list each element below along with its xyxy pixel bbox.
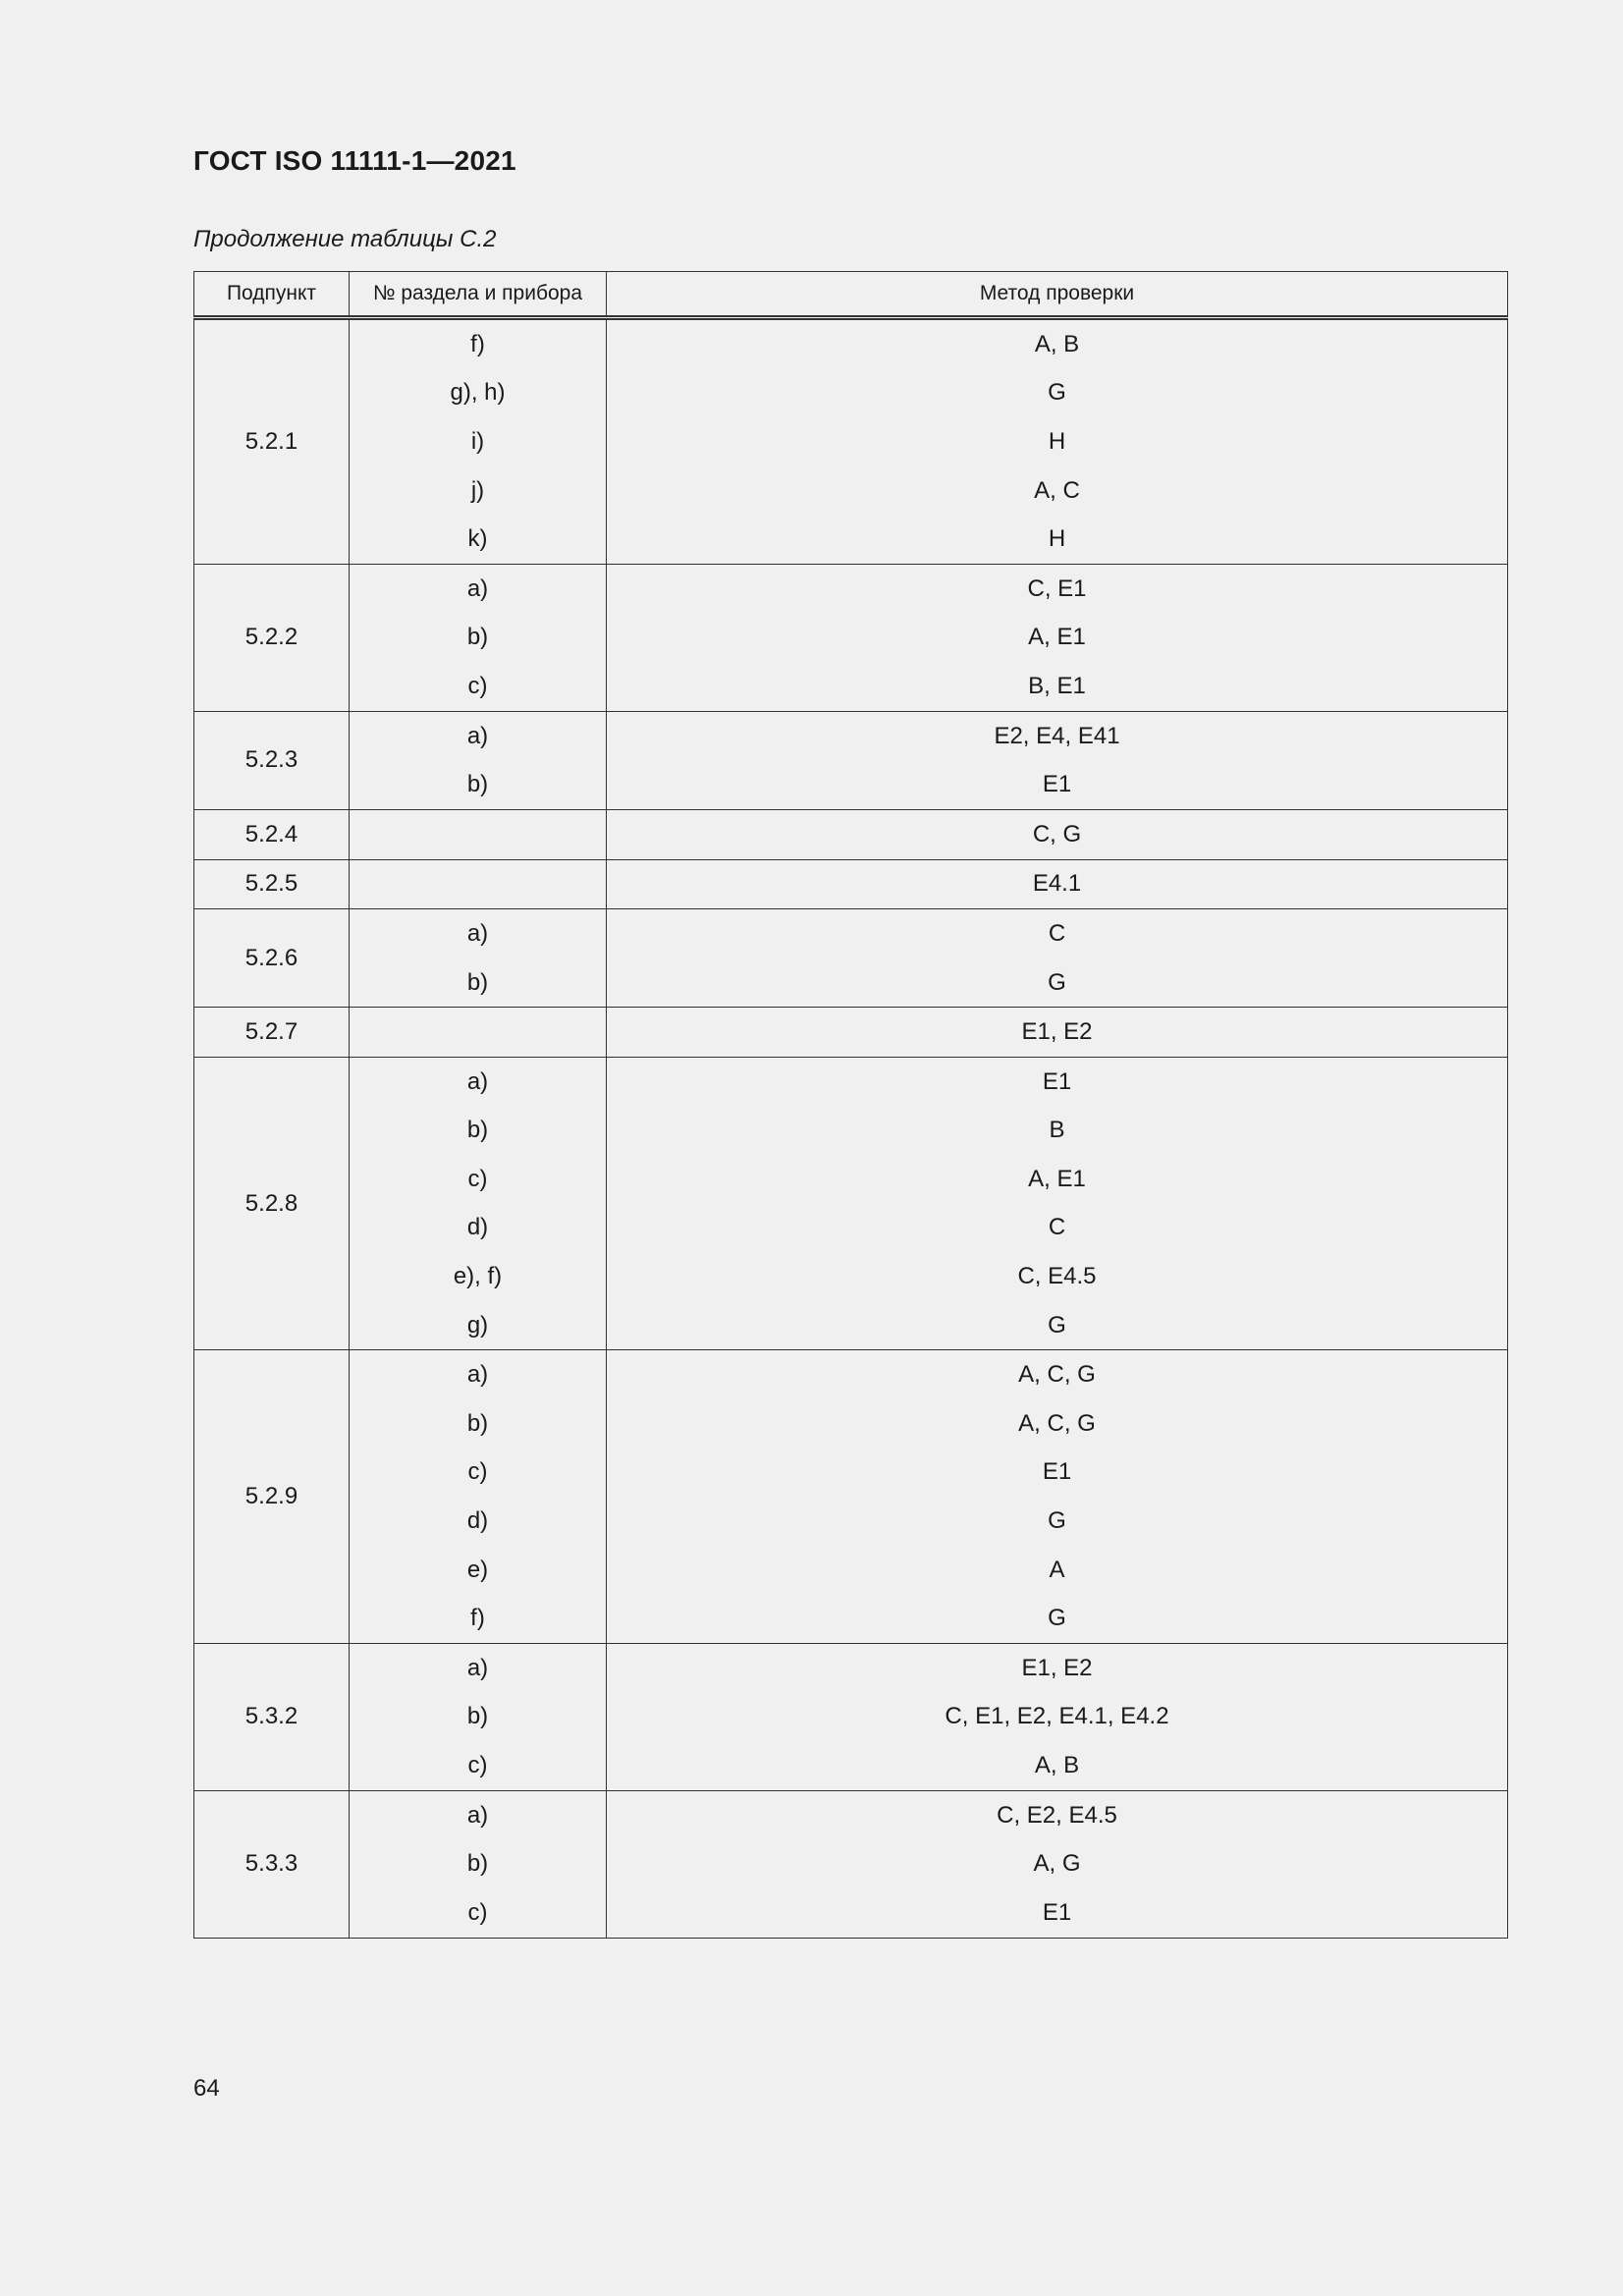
subclause-cell: 5.2.2 [194,564,350,711]
verification-method-cell: A, G [607,1839,1508,1888]
section-device-cell: f) [350,1594,607,1643]
section-device-cell: b) [350,1107,607,1156]
verification-method-cell: A, C, G [607,1350,1508,1399]
table-header-row [194,272,1508,318]
table-row [194,1107,1508,1156]
verification-method-cell: C, E4.5 [607,1252,1508,1301]
section-device-cell: a) [350,711,607,760]
table-row [194,614,1508,663]
table-row [194,1399,1508,1449]
column-header-verification-method: Метод проверки [607,272,1508,318]
verification-method-cell: G [607,1497,1508,1546]
subclause-cell: 5.2.4 [194,809,350,859]
table-row [194,760,1508,809]
page-number: 64 [193,2075,220,2102]
verification-method-cell: E1 [607,1057,1508,1106]
verification-method-cell: C [607,909,1508,958]
subclause-cell: 5.2.1 [194,318,350,565]
verification-method-cell: G [607,1301,1508,1350]
section-device-cell: b) [350,958,607,1008]
table-row [194,1204,1508,1253]
verification-method-cell: E1 [607,760,1508,809]
section-device-cell: g) [350,1301,607,1350]
table-row [194,958,1508,1008]
table-row [194,1449,1508,1498]
verification-method-cell: C, G [607,809,1508,859]
section-device-cell: e) [350,1546,607,1595]
table-row [194,909,1508,958]
verification-method-cell: H [607,515,1508,564]
table-row [194,1301,1508,1350]
column-header-subclause: Подпункт [194,272,350,318]
section-device-cell: a) [350,1644,607,1693]
verification-method-cell: H [607,417,1508,466]
table-row [194,1252,1508,1301]
verification-method-cell: G [607,1594,1508,1643]
table-row [194,1888,1508,1938]
table-row [194,1693,1508,1742]
section-device-cell: b) [350,1693,607,1742]
verification-method-cell: B, E1 [607,662,1508,711]
verification-method-cell: E2, E4, E41 [607,711,1508,760]
subclause-cell: 5.2.6 [194,909,350,1008]
table-row [194,1155,1508,1204]
table-row [194,1790,1508,1839]
verification-method-cell: G [607,958,1508,1008]
section-device-cell: c) [350,1155,607,1204]
subclause-cell: 5.2.5 [194,859,350,909]
verification-method-cell: A, C, G [607,1399,1508,1449]
verification-method-cell: C, E2, E4.5 [607,1790,1508,1839]
table-row [194,417,1508,466]
verification-method-cell: A [607,1546,1508,1595]
table-row [194,809,1508,859]
section-device-cell [350,809,607,859]
subclause-cell: 5.3.3 [194,1790,350,1938]
table-row [194,1594,1508,1643]
section-device-cell: a) [350,1350,607,1399]
section-device-cell: f) [350,318,607,369]
verification-method-cell: B [607,1107,1508,1156]
table-row [194,369,1508,418]
verification-method-cell: C, E1 [607,564,1508,613]
table-row [194,1839,1508,1888]
table-row [194,1350,1508,1399]
section-device-cell: c) [350,1888,607,1938]
section-device-cell: c) [350,662,607,711]
table-row [194,1497,1508,1546]
verification-method-cell: E1, E2 [607,1644,1508,1693]
subclause-cell: 5.2.3 [194,711,350,809]
section-device-cell: b) [350,1399,607,1449]
verification-method-cell: E1 [607,1449,1508,1498]
table-row [194,1057,1508,1106]
verification-method-cell: A, C [607,466,1508,516]
table-row [194,1644,1508,1693]
section-device-cell: b) [350,1839,607,1888]
subclause-cell: 5.2.9 [194,1350,350,1644]
verification-method-cell: A, E1 [607,614,1508,663]
section-device-cell [350,1008,607,1058]
subclause-cell: 5.3.2 [194,1644,350,1791]
table-row [194,515,1508,564]
section-device-cell: j) [350,466,607,516]
section-device-cell [350,859,607,909]
section-device-cell: b) [350,614,607,663]
verification-methods-table [193,271,1508,1939]
verification-method-cell: E1 [607,1888,1508,1938]
verification-method-cell: C [607,1204,1508,1253]
subclause-cell: 5.2.8 [194,1057,350,1350]
table-row [194,711,1508,760]
section-device-cell: a) [350,1057,607,1106]
table-row [194,1546,1508,1595]
subclause-cell: 5.2.7 [194,1008,350,1058]
table-row [194,564,1508,613]
section-device-cell: e), f) [350,1252,607,1301]
verification-method-cell: E4.1 [607,859,1508,909]
section-device-cell: d) [350,1497,607,1546]
table-row [194,859,1508,909]
table-row [194,662,1508,711]
section-device-cell: i) [350,417,607,466]
table-row [194,1741,1508,1790]
section-device-cell: c) [350,1741,607,1790]
verification-method-cell: C, E1, E2, E4.1, E4.2 [607,1693,1508,1742]
table-row [194,466,1508,516]
verification-method-cell: A, B [607,1741,1508,1790]
document-title: ГОСТ ISO 11111-1—2021 [193,145,516,176]
section-device-cell: a) [350,564,607,613]
verification-method-cell: G [607,369,1508,418]
section-device-cell: c) [350,1449,607,1498]
table-row [194,1008,1508,1058]
section-device-cell: a) [350,909,607,958]
section-device-cell: a) [350,1790,607,1839]
section-device-cell: k) [350,515,607,564]
section-device-cell: g), h) [350,369,607,418]
verification-method-cell: A, B [607,318,1508,369]
section-device-cell: b) [350,760,607,809]
verification-method-cell: A, E1 [607,1155,1508,1204]
section-device-cell: d) [350,1204,607,1253]
table-row [194,318,1508,369]
table-caption: Продолжение таблицы С.2 [193,226,497,252]
table-body [194,318,1508,1939]
verification-method-cell: E1, E2 [607,1008,1508,1058]
column-header-section-device: № раздела и прибора [350,272,607,318]
